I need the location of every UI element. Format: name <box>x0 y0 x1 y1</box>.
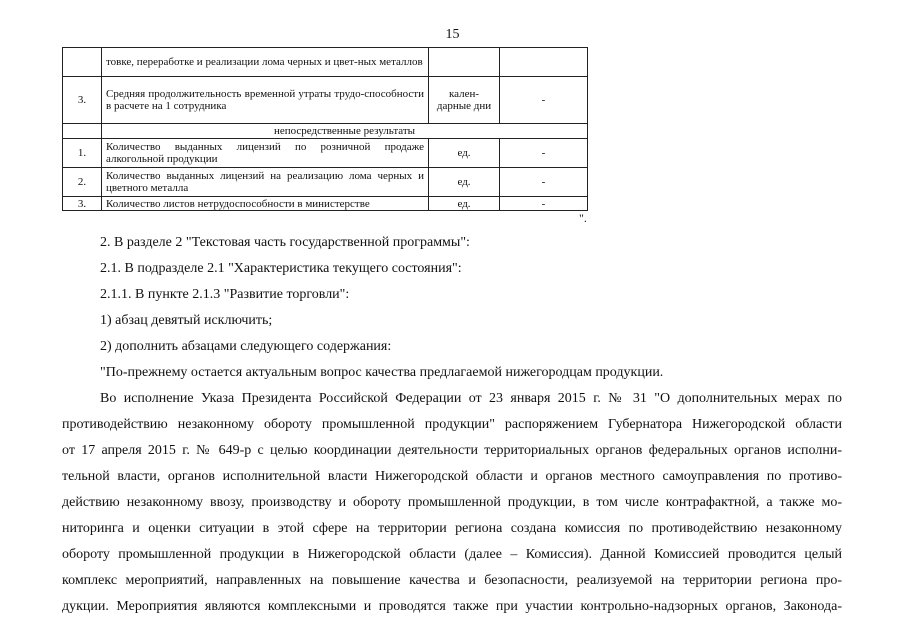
table-row <box>63 139 588 168</box>
text-line: Во исполнение Указа Президента Российской Федерации от 23 января 2015 г. № 31 "О дополнительных мерах по <box>100 391 842 406</box>
text-line: действию незаконному ввозу, производству и обороту промышленной продукции, в том числе контрафактной, а также мо- <box>62 495 842 510</box>
text-line: противодействию незаконному обороту промышленной продукции" распоряжением Губернатора Нижегородской области <box>62 417 842 432</box>
row-value: - <box>500 139 588 168</box>
section-spacer <box>63 124 102 139</box>
row-value: - <box>500 77 588 124</box>
paragraph: 1) абзац девятый исключить; <box>100 313 273 328</box>
paragraph: 2) дополнить абзацами следующего содержания: <box>100 339 392 354</box>
text-line: комплекс мероприятий, направленных на повышение качества и безопасности, реализуемой на территории региона про- <box>62 573 842 588</box>
page-number: 15 <box>445 27 460 42</box>
row-number: 3. <box>63 197 102 211</box>
row-number: 3. <box>63 77 102 124</box>
text-line: от 17 апреля 2015 г. № 649-р с целью координации деятельности территориальных органов федеральных органов исполни- <box>62 443 842 458</box>
row-unit: ед. <box>429 197 500 211</box>
row-number <box>63 48 102 77</box>
row-value: - <box>500 168 588 197</box>
table-closing-quote: ". <box>579 211 587 225</box>
paragraph: "По-прежнему остается актуальным вопрос качества предлагаемой нижегородцам продукции. <box>100 365 664 380</box>
text-line: дукции. Мероприятия являются комплексными и проводятся также при участии контрольно-надзорных органов, Законода- <box>62 599 842 614</box>
table-section-row <box>63 124 588 139</box>
table-row <box>63 168 588 197</box>
row-name: Средняя продолжительность временной утраты трудо-способности в расчете на 1 сотрудника <box>102 77 429 124</box>
body-text <box>62 386 842 620</box>
paragraph: 2. В разделе 2 "Текстовая часть государственной программы": <box>100 235 470 250</box>
row-name: Количество выданных лицензий по розничной продаже алкогольной продукции <box>102 139 429 168</box>
row-name: Количество выданных лицензий на реализацию лома черных и цветного металла <box>102 168 429 197</box>
paragraph: 2.1. В подразделе 2.1 "Характеристика текущего состояния": <box>100 261 462 276</box>
text-line: ниторинга и оценки ситуации в этой сфере на территории региона создана комиссия по противодействию незаконному <box>62 521 842 536</box>
row-unit: ед. <box>429 168 500 197</box>
row-name: Количество листов нетрудоспособности в министерстве <box>102 197 429 211</box>
row-value: - <box>500 197 588 211</box>
table-row <box>63 48 588 77</box>
row-unit: кален-дарные дни <box>429 77 500 124</box>
paragraph: 2.1.1. В пункте 2.1.3 "Развитие торговли": <box>100 287 350 302</box>
row-unit <box>429 48 500 77</box>
section-title: непосредственные результаты <box>102 124 588 139</box>
text-line: тельной власти, органов исполнительной власти Нижегородской области и органов местного самоуправления по противо- <box>62 469 842 484</box>
row-number: 2. <box>63 168 102 197</box>
row-value <box>500 48 588 77</box>
indicators-table <box>62 47 588 211</box>
amendment-paragraphs <box>62 230 842 386</box>
table-row <box>63 197 588 211</box>
row-number: 1. <box>63 139 102 168</box>
row-unit: ед. <box>429 139 500 168</box>
text-line: обороту промышленной продукции в Нижегородской области (далее – Комиссия). Данной Комиссией проводится целый <box>62 547 842 562</box>
table-row <box>63 77 588 124</box>
row-name: товке, переработке и реализации лома черных и цвет-ных металлов <box>102 48 429 77</box>
